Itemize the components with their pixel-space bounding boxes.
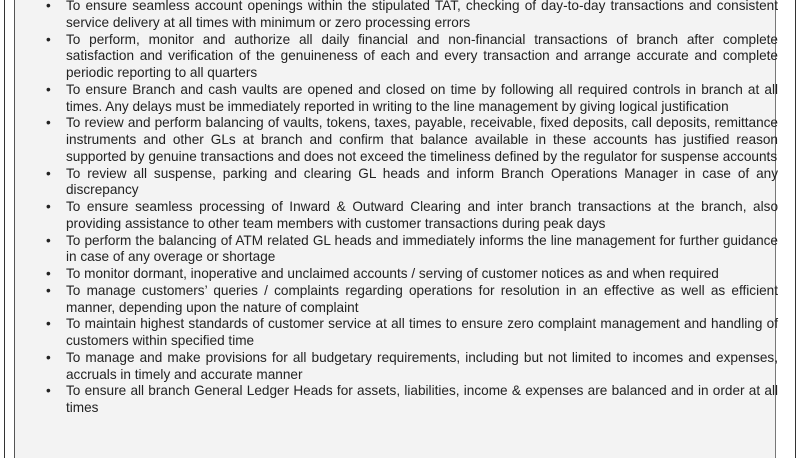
list-item: • To manage customers’ queries / complaints regarding operations for resolution in an effective as well as efficient manner, depending upon the nature of complaint — [45, 283, 778, 317]
list-item: • To ensure seamless account openings within the stipulated TAT, checking of day-to-day transactions and consistent service delivery at all times with minimum or zero processing errors — [45, 0, 778, 32]
list-item: • To ensure seamless processing of Inward & Outward Clearing and inter branch transactions at the branch, also providing assistance to other team members with customer transactions during peak days — [45, 199, 778, 233]
list-item: • To maintain highest standards of customer service at all times to ensure zero complaint management and handling of customers within specified time — [45, 316, 778, 350]
list-item: • To review all suspense, parking and clearing GL heads and inform Branch Operations Manager in case of any discrepancy — [45, 166, 778, 200]
list-item: • To review and perform balancing of vaults, tokens, taxes, payable, receivable, fixed deposits, call deposits, remittance instruments and other GLs at branch and confirm that balance available in these accounts has justified reason supported by genuine transactions and does not exceed the timeliness defined by the regulator for suspense accounts — [45, 115, 778, 165]
document-panel — [14, 0, 776, 458]
responsibilities-list — [45, 0, 778, 417]
list-item: • To ensure Branch and cash vaults are opened and closed on time by following all required controls in branch at all times. Any delays must be immediately reported in writing to the line management by giving logical justification — [45, 82, 778, 116]
list-item: • To perform, monitor and authorize all daily financial and non-financial transactions of branch after complete satisfaction and verification of the genuineness of each and every transaction and arrange accurate and complete periodic reporting to all quarters — [45, 32, 778, 82]
list-item: • To ensure all branch General Ledger Heads for assets, liabilities, income & expenses are balanced and in order at all times — [45, 383, 778, 417]
list-item: • To perform the balancing of ATM related GL heads and immediately informs the line management for further guidance in case of any overage or shortage — [45, 233, 778, 267]
list-item: • To monitor dormant, inoperative and unclaimed accounts / serving of customer notices as and when required — [45, 266, 778, 283]
list-item: • To manage and make provisions for all budgetary requirements, including but not limited to incomes and expenses, accruals in timely and accurate manner — [45, 350, 778, 384]
